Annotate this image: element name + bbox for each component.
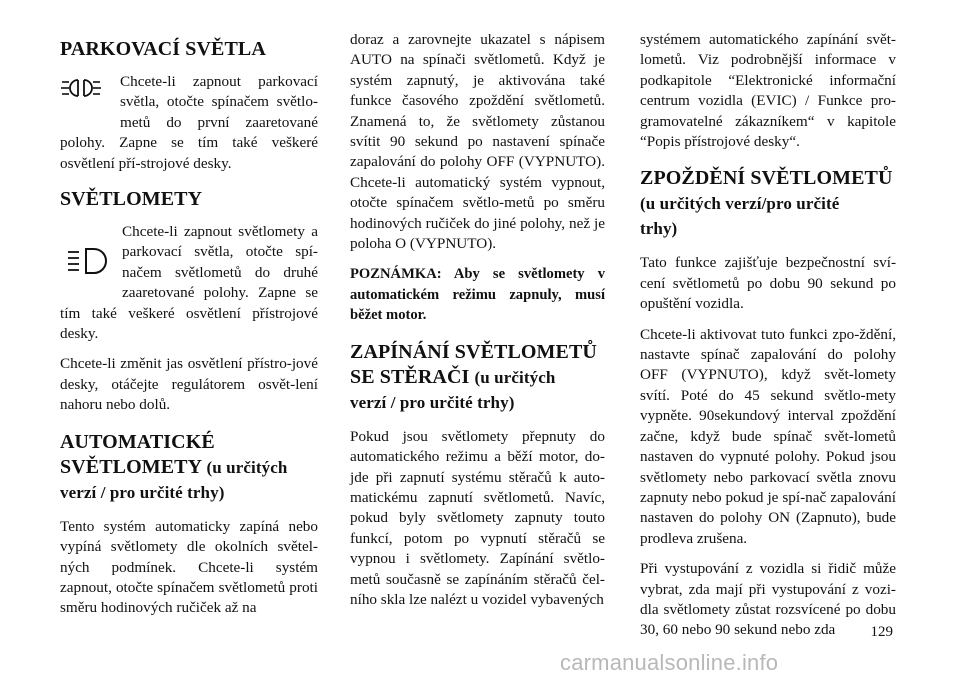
- parking-lights-icon: [60, 72, 120, 116]
- paragraph-delay-2: Chcete-li aktivovat tuto funkci zpo-ždění, nastavte spínač zapalování do polohy OFF (VYPNUTO), když svět-lomety svítí. Poté do 45 sekund světlo-mety vypněte. 90sekundový interval zpoždění začne, když bude spínač svět-lometů nastaven do vypnuté polohy. Pokud jsou světlomety nebo parkovací světla znovu zapnuty nebo pokud je spí-nač zapalování nastaven do polohy ON (Zapnuto), bude prodleva zrušena.: [640, 325, 896, 547]
- heading-wiper-sub2: verzí / pro určité trhy): [350, 392, 515, 412]
- column-middle: [350, 30, 605, 620]
- paragraph-auto-continued: doraz a zarovnejte ukazatel s nápisem AUTO na spínači světlometů. Když je systém zapnutý, je aktivována také funkce časového zpoždění světlometů. Znamená to, že světlomety zůstanou svítit 90 sekund po nastavení spínače zapalování do polohy OFF (VYPNUTO). Chcete-li automatický systém vypnout, otočte spínačem světlo-metů po směru hodinových ručiček do jiné polohy, než je poloha O (VYPNUTO).: [350, 31, 605, 253]
- heading-wiper-headlights: [350, 340, 605, 415]
- paragraph-dimmer: Chcete-li změnit jas osvětlení přístro-jové desky, otáčejte regulátorem osvět-lení nahoru nebo dolů.: [60, 355, 318, 414]
- watermark: carmanualsonline.info: [560, 650, 779, 675]
- heading-wiper-line2: [350, 365, 605, 390]
- paragraph-wiper-headlights: Pokud jsou světlomety přepnuty do automatického režimu a běží motor, do-jde při zapnutí systému stěračů k auto-matickému zapnutí světlometů. Navíc, pokud byly světlomety zapnuty touto funkcí, potom po vypnutí stěračů se vypnou i světlomety. Zapínání světlo-metů současně se zapínáním stěračů čel-ního skla lze nalézt u vozidel vybavených: [350, 427, 605, 608]
- heading-delay-line1: ZPOŽDĚNÍ SVĚTLOMETŮ: [640, 167, 893, 190]
- paragraph-parking-lights-text: Chcete-li zapnout parkovací světla, otočte spínačem světlo-metů do první zaaretované polohy. Zapne se tím také veškeré osvětlení pří-strojové desky.: [60, 73, 318, 172]
- paragraph-parking-lights: [60, 72, 318, 174]
- note-engine-running: POZNÁMKA: Aby se světlomety v automatickém režimu zapnuly, musí běžet motor.: [350, 266, 605, 324]
- heading-parking-lights: PARKOVACÍ SVĚTLA: [60, 38, 266, 60]
- headlight-icon: [60, 222, 122, 284]
- paragraph-auto-headlights: Tento systém automaticky zapíná nebo vypíná světlomety dle okolních světel-ných podmínek. Chcete-li systém zapnout, otočte spínačem světlometů proti směru hodinových ručiček až na: [60, 517, 318, 617]
- heading-delay-sub2: trhy): [640, 219, 678, 239]
- column-right: [640, 30, 896, 651]
- heading-wiper-line1: ZAPÍNÁNÍ SVĚTLOMETŮ: [350, 340, 597, 363]
- heading-auto-headlights: [60, 430, 318, 505]
- heading-headlight-delay: [640, 166, 896, 241]
- page-number: 129: [870, 624, 893, 640]
- heading-auto-line2: [60, 455, 318, 480]
- heading-headlights: SVĚTLOMETY: [60, 188, 203, 211]
- heading-auto-sub2: verzí / pro určité trhy): [60, 482, 225, 502]
- column-left: [60, 30, 318, 629]
- heading-delay-sub1: (u určitých verzí/pro určité: [640, 194, 840, 214]
- paragraph-headlights: [60, 222, 318, 344]
- heading-auto-sub1: (u určitých: [206, 457, 288, 477]
- paragraph-delay-3: Při vystupování z vozidla si řidič může vybrat, zda mají při vystupování z vozi-dla světlomety zůstat rozsvícené po dobu 30, 60 nebo 90 sekund nebo zda: [640, 560, 896, 639]
- paragraph-headlights-text: Chcete-li zapnout světlomety a parkovací světla, otočte spí-načem světlometů do druhé zaaretované polohy. Zapne se tím také veškeré osvětlení přístrojové desky.: [60, 223, 318, 343]
- paragraph-wiper-continued: systémem automatického zapínání svět-lometů. Viz podrobnější informace v podkapitole “Elektronické informační centrum vozidla (EVIC) / Funkce pro-gramovatelné zákazníkem“ v kapitole “Popis přístrojové desky“.: [640, 31, 896, 151]
- heading-auto-line1: AUTOMATICKÉ: [60, 430, 215, 453]
- heading-auto-line2-main: SVĚTLOMETY: [60, 455, 202, 478]
- paragraph-delay-1: Tato funkce zajišťuje bezpečnostní sví-cení světlometů po dobu 90 sekund po opuštění vozidla.: [640, 254, 896, 313]
- heading-wiper-sub1: (u určitých: [474, 367, 556, 387]
- heading-wiper-line2-main: SE STĚRAČI: [350, 365, 470, 388]
